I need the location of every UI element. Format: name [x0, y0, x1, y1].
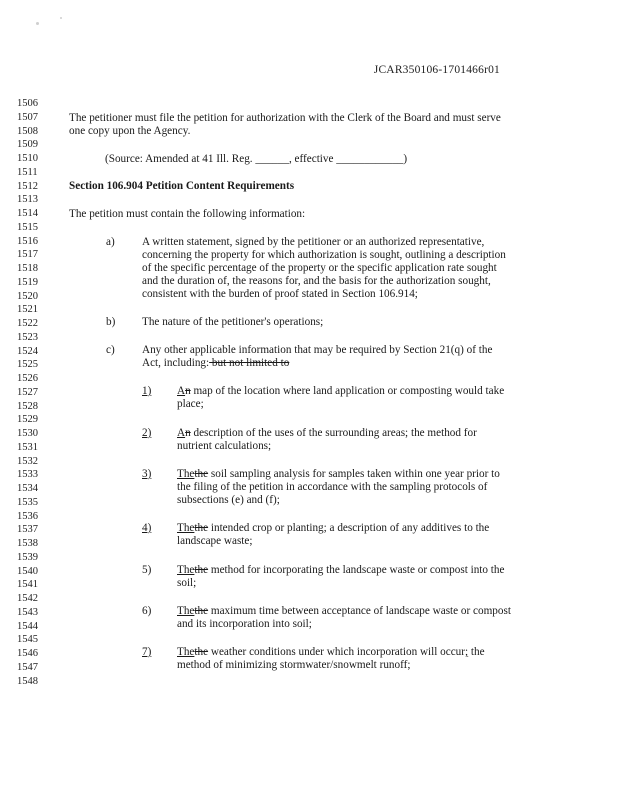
- section-heading: Section 106.904 Petition Content Requirements: [69, 180, 295, 192]
- sub-item-4-line-1: [177, 522, 489, 535]
- sub-item-1-rest: map of the location where land application or composting would take: [190, 385, 505, 397]
- inserted-text: A: [177, 385, 186, 397]
- scan-speck: [36, 22, 39, 25]
- sub-item-3-rest: soil sampling analysis for samples taken within one year prior to: [208, 468, 500, 480]
- line-number: 1510: [17, 153, 38, 164]
- line-number: 1526: [17, 373, 38, 384]
- line-number: 1517: [17, 249, 38, 261]
- sub-item-7-rest: weather conditions under which incorporation will occur: [208, 646, 466, 658]
- struck-text: n: [185, 385, 191, 397]
- struck-text: the: [194, 468, 209, 480]
- sub-item-2-rest: description of the uses of the surrounding areas; the method for: [190, 427, 477, 439]
- struck-text: but not limited to: [209, 357, 290, 369]
- line-number: 1507: [17, 111, 38, 123]
- sub-item-7-line-1: [177, 646, 485, 659]
- line-number: 1537: [17, 524, 38, 536]
- inserted-text: The: [177, 605, 195, 617]
- line-number: 1533: [17, 469, 38, 481]
- line-number: 1542: [17, 593, 38, 604]
- line-number: 1515: [17, 221, 38, 233]
- item-a-line-4: and the duration of, the reasons for, and the basis for the authorization sought,: [142, 275, 491, 287]
- line-number: 1530: [17, 428, 38, 439]
- sub-item-2-line-1: [177, 427, 477, 440]
- intro-line-1: The petitioner must file the petition for authorization with the Clerk of the Board and must serve: [69, 112, 501, 124]
- sub-item-6-line-2: and its incorporation into soil;: [177, 618, 312, 630]
- line-number: 1529: [17, 414, 38, 426]
- register-blank: ______: [255, 153, 289, 165]
- line-number: 1521: [17, 304, 38, 316]
- line-number: 1528: [17, 400, 38, 412]
- line-number: 1534: [17, 483, 38, 494]
- struck-text: the: [194, 605, 209, 617]
- sub-item-4-label: 4): [142, 522, 152, 534]
- sub-item-3-label: 3): [142, 468, 152, 480]
- lead-sentence: The petition must contain the following information:: [69, 208, 306, 220]
- sub-item-4-line-2: landscape waste;: [177, 535, 253, 547]
- line-number: 1520: [17, 290, 38, 302]
- inserted-text: The: [177, 564, 195, 576]
- sub-item-5-rest: method for incorporating the landscape waste or compost into the: [208, 564, 505, 576]
- sub-item-6-line-1: [177, 605, 511, 618]
- inserted-text: A: [177, 427, 186, 439]
- line-number: 1518: [17, 263, 38, 274]
- line-number: 1511: [17, 166, 38, 178]
- item-c-label: c): [106, 344, 115, 356]
- source-note: [105, 153, 407, 166]
- intro-line-2: one copy upon the Agency.: [69, 125, 191, 137]
- sub-item-2-label: 2): [142, 427, 152, 439]
- inserted-text: ;: [465, 646, 469, 658]
- item-a-line-2: concerning the property for which authorization is sought, outlining a description: [142, 249, 506, 261]
- line-number: 1508: [17, 125, 38, 137]
- struck-text: n: [185, 427, 191, 439]
- line-number: 1531: [17, 441, 38, 453]
- inserted-text: The: [177, 646, 195, 658]
- item-a-line-1: A written statement, signed by the petitioner or an authorized representative,: [142, 236, 485, 248]
- sub-item-7-rest-end: the: [468, 646, 485, 658]
- sub-item-4-rest: intended crop or planting; a description of any additives to the: [208, 522, 490, 534]
- line-number: 1519: [17, 276, 38, 288]
- line-number: 1525: [17, 359, 38, 371]
- line-number: 1512: [17, 180, 38, 192]
- document-code: JCAR350106-1701466r01: [373, 64, 500, 76]
- sub-item-7-label: 7): [142, 646, 152, 658]
- source-mid: , effective: [288, 153, 337, 165]
- line-number: 1548: [17, 675, 38, 687]
- source-end: ): [403, 153, 408, 165]
- sub-item-5-label: 5): [142, 564, 152, 576]
- line-number: 1523: [17, 331, 38, 343]
- struck-text: the: [194, 522, 209, 534]
- sub-item-1-line-2: place;: [177, 398, 204, 410]
- line-number: 1514: [17, 208, 38, 219]
- scan-speck: [60, 17, 62, 19]
- sub-item-1-label: 1): [142, 385, 152, 397]
- sub-item-2-line-2: nutrient calculations;: [177, 440, 272, 452]
- item-a-line-3: of the specific percentage of the property or the specific application rate sought: [142, 262, 497, 274]
- sub-item-5-line-1: [177, 564, 504, 577]
- line-number: 1532: [17, 455, 38, 467]
- line-number: 1543: [17, 606, 38, 618]
- sub-item-6-rest: maximum time between acceptance of landscape waste or compost: [208, 605, 511, 617]
- line-number: 1540: [17, 565, 38, 577]
- sub-item-1-line-1: [177, 385, 504, 398]
- line-number: 1527: [17, 386, 38, 398]
- sub-item-5-line-2: soil;: [177, 577, 197, 589]
- struck-text: the: [194, 564, 209, 576]
- item-b-label: b): [106, 316, 116, 328]
- struck-text: the: [194, 646, 209, 658]
- line-number: 1509: [17, 139, 38, 151]
- sub-item-3-line-3: subsections (e) and (f);: [177, 494, 280, 506]
- line-number: 1516: [17, 235, 38, 247]
- line-number: 1536: [17, 510, 38, 522]
- line-number: 1541: [17, 579, 38, 591]
- line-number: 1547: [17, 661, 38, 673]
- line-number: 1546: [17, 648, 38, 659]
- inserted-text: The: [177, 468, 195, 480]
- line-number: 1506: [17, 98, 38, 109]
- item-b-text: The nature of the petitioner's operations;: [142, 316, 324, 328]
- sub-item-7-line-2: method of minimizing stormwater/snowmelt runoff;: [177, 659, 411, 671]
- item-c-line-1: Any other applicable information that may be required by Section 21(q) of the: [142, 344, 493, 356]
- source-prefix: (Source: Amended at 41 Ill. Reg.: [105, 153, 256, 165]
- line-number: 1513: [17, 194, 38, 206]
- line-number: 1544: [17, 620, 38, 632]
- item-a-line-5: consistent with the burden of proof stated in Section 106.914;: [142, 288, 418, 300]
- line-number: 1535: [17, 496, 38, 508]
- line-number: 1522: [17, 318, 38, 329]
- sub-item-3-line-2: the filing of the petition in accordance with the sampling protocols of: [177, 481, 488, 493]
- item-a-label: a): [106, 236, 115, 248]
- line-number: 1539: [17, 551, 38, 563]
- line-number: 1524: [17, 345, 38, 357]
- effective-date-blank: ____________: [336, 153, 404, 165]
- line-number: 1538: [17, 538, 38, 549]
- item-c-line-2: [142, 357, 289, 370]
- line-number: 1545: [17, 634, 38, 646]
- sub-item-3-line-1: [177, 468, 500, 481]
- item-c-line-2-text: Act, including:: [142, 357, 210, 369]
- sub-item-6-label: 6): [142, 605, 152, 617]
- inserted-text: The: [177, 522, 195, 534]
